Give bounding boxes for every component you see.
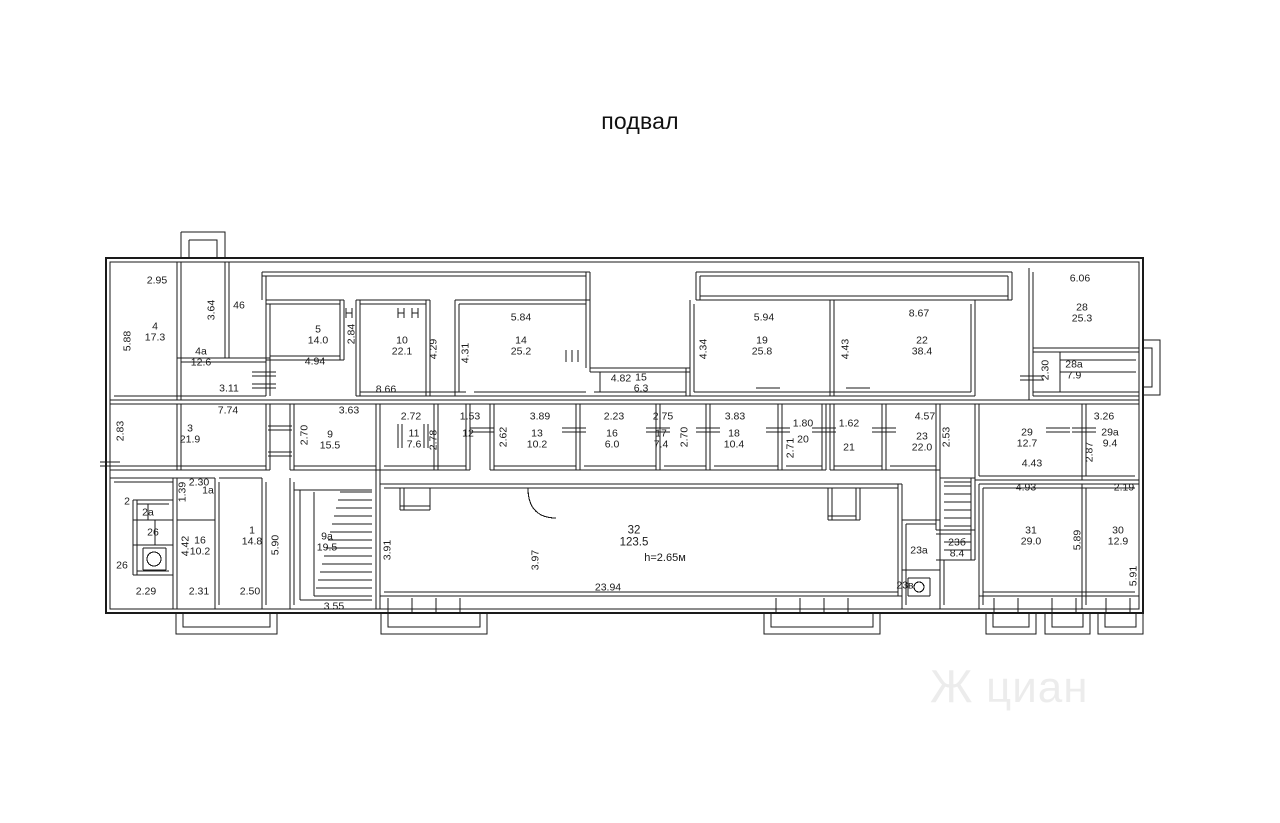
room-23b-number: 23б [948,536,966,549]
room-28 [1072,303,1092,326]
dim-3-97: 3.97 [529,549,542,571]
dim-2-30-a: 2.30 [1039,359,1052,381]
room-18-number: 18 [728,427,740,440]
room-2 [124,496,130,507]
dim-2-53: 2.53 [940,426,953,448]
room-11-number: 11 [408,427,420,440]
dim-3-55: 3.55 [323,600,345,613]
page-title: подвал [601,108,679,134]
dim-2-95: 2.95 [146,274,168,287]
room-29a [1101,428,1119,451]
room-3-area: 21.9 [179,434,201,446]
room-22 [912,336,932,359]
room-23b-area: 8.4 [949,548,965,560]
dim-6-06: 6.06 [1069,272,1091,285]
dim-2-62: 2.62 [497,426,510,448]
dim-4-31: 4.31 [459,342,472,364]
room-9 [320,430,340,453]
dim-5-94: 5.94 [753,311,775,324]
room-23v-number: 23в [896,579,914,592]
room-17-area: 7.4 [653,439,669,451]
room-22-area: 38.4 [911,346,933,358]
room-29-number: 29 [1021,426,1033,439]
room-28a-number: 28а [1065,358,1083,371]
dim-4-82: 4.82 [610,372,632,385]
dim-3-91: 3.91 [381,539,394,561]
room-5 [308,325,328,348]
dim-2-19: 2.19 [1113,481,1135,494]
room-16 [605,429,620,452]
room-31-number: 31 [1025,524,1037,537]
room-12 [462,428,474,439]
room-3 [180,424,200,447]
room-1-number: 1 [249,524,255,537]
dim-3-26: 3.26 [1093,410,1115,423]
dim-2-83: 2.83 [114,420,127,442]
dim-2-87: 2.87 [1083,441,1096,463]
room-4-number: 4 [152,320,158,333]
dim-4-43-a: 4.43 [839,338,852,360]
room-26-number: 26 [147,526,159,539]
room-4-area: 17.3 [144,332,166,344]
dim-4-34: 4.34 [697,338,710,360]
room-5-area: 14.0 [307,335,329,347]
dim-3-64: 3.64 [205,299,218,321]
room-26 [147,527,159,538]
room-22-number: 22 [916,334,928,347]
room-15-area: 6.3 [633,383,649,395]
room-16-area: 6.0 [604,439,620,451]
room-11-area: 7.6 [406,439,422,451]
room-11 [407,429,422,452]
dim-23-94: 23.94 [594,581,622,594]
dim-2-78: 2.78 [427,429,440,451]
room-28a [1065,360,1083,383]
room-15 [634,373,649,396]
room-30-area: 12.9 [1107,536,1129,548]
dim-1-80: 1.80 [792,417,814,430]
dim-4-43-b: 4.43 [1021,457,1043,470]
dim-1-62: 1.62 [838,417,860,430]
dim-3-83: 3.83 [724,410,746,423]
room-1a [202,485,214,496]
room-10-area: 22.1 [391,346,413,358]
room-29 [1017,428,1037,451]
room-16-b [190,536,210,559]
room-17-number: 17 [655,427,667,440]
room-19-area: 25.8 [751,346,773,358]
room-16-number: 16 [606,427,618,440]
room-4a [191,347,211,370]
room-18-area: 10.4 [723,439,745,451]
room-26-b [116,560,128,571]
dim-2-31: 2.31 [188,585,210,598]
room-32-number: 32 [627,524,641,537]
height-note: h=2.65м [644,552,686,565]
room-23a-number: 23а [910,544,928,557]
room-31 [1021,526,1041,549]
dim-3-11: 3.11 [219,382,239,395]
dim-3-89: 3.89 [529,410,551,423]
room-28a-area: 7.9 [1066,370,1082,382]
dim-4-94: 4.94 [304,355,326,368]
room-17 [654,429,669,452]
room-16b-number: 16 [194,534,206,547]
dim-2-50: 2.50 [239,585,261,598]
room-3-number: 3 [187,422,193,435]
room-16b-area: 10.2 [189,546,211,558]
room-13 [527,429,547,452]
dim-8-66: 8.66 [375,383,397,396]
dim-2-71: 2.71 [784,437,797,459]
room-14-number: 14 [515,334,527,347]
dim-5-88: 5.88 [121,330,134,352]
dim-3-63: 3.63 [338,404,360,417]
room-14 [511,336,531,359]
room-20-number: 20 [797,433,809,446]
room-20 [797,434,809,445]
room-14-area: 25.2 [510,346,532,358]
dim-2-70-a: 2.70 [298,424,311,446]
dim-46: 46 [233,299,245,312]
dim-5-84: 5.84 [510,311,532,324]
dim-2-29: 2.29 [135,585,157,598]
room-1 [242,526,262,549]
watermark-text: циан [986,663,1089,712]
dim-2-70-b: 2.70 [678,426,691,448]
dim-4-93: 4.93 [1015,481,1037,494]
room-9-area: 15.5 [319,440,341,452]
room-21 [843,442,855,453]
room-23 [912,432,932,455]
dim-2-75: 2.75 [652,410,674,423]
room-30 [1108,526,1128,549]
dim-1-53: 1.53 [459,410,481,423]
room-29a-number: 29а [1101,426,1119,439]
dim-4-57: 4.57 [914,410,936,423]
room-9a-area: 19.5 [316,542,338,554]
room-4a-number: 4а [195,345,207,358]
room-9a-number: 9а [321,530,333,543]
room-30-number: 30 [1112,524,1124,537]
room-10 [392,336,412,359]
room-23a [910,545,928,556]
room-28-number: 28 [1076,301,1088,314]
dim-8-67: 8.67 [908,307,930,320]
dim-5-90: 5.90 [269,534,282,556]
room-15-number: 15 [635,371,647,384]
room-23-number: 23 [916,430,928,443]
dim-5-89: 5.89 [1071,529,1084,551]
room-21-number: 21 [843,441,855,454]
dim-7-74: 7.74 [217,404,239,417]
room-12-number: 12 [462,427,474,440]
room-2a [142,507,154,518]
dim-4-42: 4.42 [179,535,192,557]
room-26b-number: 26 [116,559,128,572]
room-9a [317,532,337,555]
dim-1-39: 1.39 [176,481,189,503]
room-13-area: 10.2 [526,439,548,451]
dim-2-72: 2.72 [400,410,422,423]
room-31-area: 29.0 [1020,536,1042,548]
room-28-area: 25.3 [1071,313,1093,325]
room-29a-area: 9.4 [1102,438,1118,450]
room-23v [896,580,913,591]
room-9-number: 9 [327,428,333,441]
room-19-number: 19 [756,334,768,347]
room-1-area: 14.8 [241,536,263,548]
dim-2-30-b: 2.30 [188,476,210,489]
room-4 [145,322,165,345]
room-1a-number: 1а [202,484,214,497]
room-32 [620,525,649,550]
room-2a-number: 2а [142,506,154,519]
dim-2-84: 2.84 [345,323,358,345]
watermark-mark: Ж [930,660,973,712]
room-23b [948,538,966,561]
room-18 [724,429,744,452]
room-23-area: 22.0 [911,442,933,454]
room-10-number: 10 [396,334,408,347]
room-19 [752,336,772,359]
dim-5-91: 5.91 [1127,565,1140,587]
room-2-number: 2 [124,495,130,508]
room-32-area: 123.5 [619,537,649,549]
dim-2-23: 2.23 [603,410,625,423]
room-13-number: 13 [531,427,543,440]
room-4a-area: 12.6 [190,357,212,369]
dim-4-29: 4.29 [427,338,440,360]
room-29-area: 12.7 [1016,438,1038,450]
room-5-number: 5 [315,323,321,336]
